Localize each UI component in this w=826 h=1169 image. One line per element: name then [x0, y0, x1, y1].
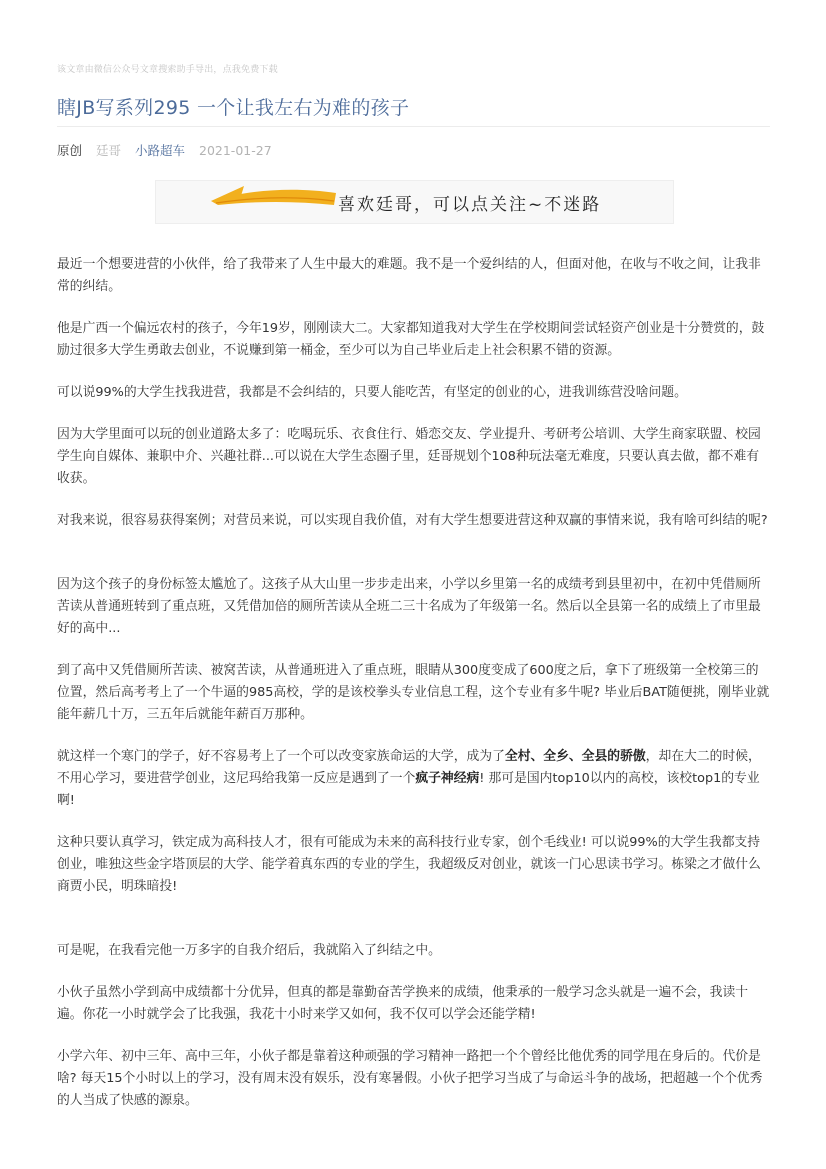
paragraph: 他是广西一个偏远农村的孩子，今年19岁，刚刚读大二。大家都知道我对大学生在学校期间尝试轻资产创业是十分赞赏的，鼓励过很多大学生勇敢去创业，不说赚到第一桶金，至少可以为自己毕业后走上社会积累不错的资源。: [57, 321, 765, 358]
paragraph: 最近一个想要进营的小伙伴，给了我带来了人生中最大的难题。我不是一个爱纠结的人，但面对他，在收与不收之间，让我非常的纠结。: [57, 257, 761, 294]
author-name: 廷哥: [96, 143, 122, 158]
account-link[interactable]: 小路超车: [135, 143, 186, 158]
follow-banner: [155, 180, 674, 224]
paragraph: 因为大学里面可以玩的创业道路太多了：吃喝玩乐、衣食住行、婚恋交友、学业提升、考研考公培训、大学生商家联盟、校园学生向自媒体、兼职中介、兴趣社群...可以说在大学生态圈子里，廷哥规划个108种玩法毫无难度，只要认真去做，都不难有收获。: [57, 427, 761, 486]
text-span: ! 那可是国内top10以内的高校，该校top1的专业啊!: [57, 771, 760, 808]
export-notice-link[interactable]: 该文章由微信公众号文章搜索助手导出，点我免费下载: [57, 65, 278, 75]
paragraph: [57, 746, 770, 812]
banner-text: 喜欢廷哥，可以点关注~不迷路: [338, 195, 602, 215]
paragraph: 可以说99%的大学生找我进营，我都是不会纠结的，只要人能吃苦，有坚定的创业的心，进我训练营没啥问题。: [57, 385, 687, 400]
title-divider: [57, 126, 770, 127]
article-title: 瞎JB写系列295 一个让我左右为难的孩子: [57, 97, 410, 119]
article-meta: [57, 141, 282, 159]
original-badge: 原创: [57, 143, 83, 158]
paragraph: 小学六年、初中三年、高中三年，小伙子都是靠着这种顽强的学习精神一路把一个个曾经比他优秀的同学甩在身后的。代价是啥? 每天15个小时以上的学习，没有周末没有娱乐，没有寒暑假。小伙子把学习当成了与命运斗争的战场，把超越一个个优秀的人当成了快感的源泉。: [57, 1049, 763, 1108]
text-span: 就这样一个寒门的学子，好不容易考上了一个可以改变家族命运的大学，成为了: [57, 749, 505, 764]
paragraph: 对我来说，很容易获得案例；对营员来说，可以实现自我价值，对有大学生想要进营这种双赢的事情来说，我有啥可纠结的呢?: [57, 513, 768, 528]
paragraph: 这种只要认真学习，铁定成为高科技人才，很有可能成为未来的高科技行业专家，创个毛线业! 可以说99%的大学生我都支持创业，唯独这些金字塔顶层的大学、能学着真东西的专业的学生，我超级反对创业，就该一门心思读书学习。栋梁之才做什么商贾小民，明珠暗投!: [57, 835, 761, 894]
bold-text: 全村、全乡、全县的骄傲: [504, 749, 646, 764]
bold-text: 疯子神经病: [415, 771, 480, 786]
publish-date: 2021-01-27: [199, 143, 272, 158]
paragraph: 因为这个孩子的身份标签太尴尬了。这孩子从大山里一步步走出来，小学以乡里第一名的成绩考到县里初中，在初中凭借厕所苦读从普通班转到了重点班，又凭借加倍的厕所苦读从全班二三十名成为了年级第一名。然后以全县第一名的成绩上了市里最好的高中...: [57, 577, 761, 636]
text-span: ，却在大二的时候，不用心学习，要进营学创业，这尼玛给我第一反应是遇到了一个: [57, 749, 761, 786]
paragraph: 小伙子虽然小学到高中成绩都十分优异，但真的都是靠勤奋苦学换来的成绩，他秉承的一般学习念头就是一遍不会，我读十遍。你花一小时就学会了比我强，我花十小时来学又如何，我不仅可以学会还能学精!: [57, 985, 749, 1022]
article-body: [57, 254, 770, 1132]
paragraph: 到了高中又凭借厕所苦读、被窝苦读，从普通班进入了重点班，眼睛从300度变成了600度之后，拿下了班级第一全校第三的位置，然后高考考上了一个牛逼的985高校，学的是该校拳头专业信息工程，这个专业有多牛呢? 毕业后BAT随便挑，刚毕业就能年薪几十万，三五年后就能年薪百万那种。: [57, 663, 770, 722]
paragraph: 可是呢，在我看完他一万多字的自我介绍后，我就陷入了纠结之中。: [57, 943, 441, 958]
